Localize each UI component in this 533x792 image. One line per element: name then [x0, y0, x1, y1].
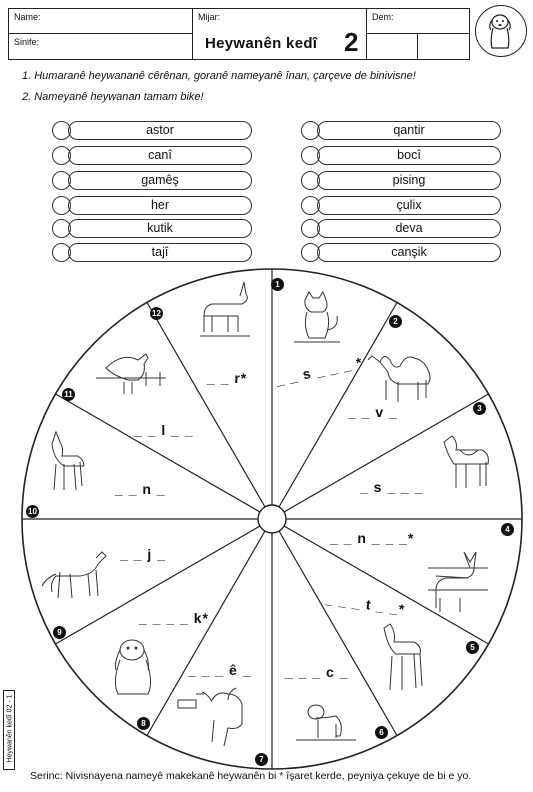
- worksheet-title: Heywanên kedî: [205, 35, 318, 52]
- word-label: deva: [317, 219, 501, 238]
- number-badge: 6: [375, 726, 388, 739]
- number-badge: 4: [501, 523, 514, 536]
- instruction-2: 2. Nameyanê heywanan tamam bike!: [22, 91, 204, 103]
- dog-icon: [296, 705, 356, 740]
- blank-3[interactable]: _ s _ _ _: [360, 479, 424, 495]
- word-label: her: [68, 196, 252, 215]
- blank-6[interactable]: _ _ _ c _: [285, 664, 349, 680]
- number-badge: 9: [53, 626, 66, 639]
- number-badge: 3: [473, 402, 486, 415]
- word-label: bocî: [317, 146, 501, 165]
- word-label: kutik: [68, 219, 252, 238]
- footer-note: Serinc: Nivisnayena nameyê makekanê heywanên bi * îşaret kerde, peyniya çekuye de bi e yo.: [30, 770, 472, 782]
- blank-11[interactable]: _ _ l _ _: [134, 422, 194, 438]
- number-badge: 7: [255, 753, 268, 766]
- number-badge: 1: [271, 278, 284, 291]
- sinif-label: Sinife:: [14, 37, 40, 47]
- worksheet-number: 2: [344, 27, 359, 57]
- side-label-text: Heywanên kedî 02 - 1: [6, 694, 14, 763]
- word-label: çulix: [317, 196, 501, 215]
- foal-small-icon: [52, 432, 84, 490]
- camel-icon: [368, 356, 430, 402]
- instruction-1: 1. Humaranê heywananê cêrênan, goranê nameyanê înan, çarçeve de binivisne!: [22, 70, 416, 82]
- word-label: tajî: [68, 243, 252, 262]
- number-badge: 8: [137, 717, 150, 730]
- turkey-icon: [96, 354, 166, 394]
- cat-icon: [294, 292, 340, 342]
- blank-9[interactable]: _ _ j _: [120, 546, 166, 562]
- word-label: gamêş: [68, 171, 252, 190]
- number-badge: 12: [150, 307, 163, 320]
- puppy-icon: [115, 640, 150, 694]
- buffalo-icon: [178, 688, 242, 746]
- blank-7[interactable]: _ _ _ ê _: [188, 662, 252, 678]
- word-label: pising: [317, 171, 501, 190]
- side-label: [3, 690, 15, 770]
- number-badge: 11: [62, 388, 75, 401]
- blank-1[interactable]: _ _ s _ _ _ *: [274, 353, 365, 389]
- number-badge: 10: [26, 505, 39, 518]
- blank-10[interactable]: _ _ n _: [115, 481, 166, 497]
- blank-12[interactable]: _ _ r*: [207, 370, 248, 386]
- blank-2[interactable]: _ _ v _: [348, 404, 398, 420]
- blank-5[interactable]: _ _ _ t _ _*: [324, 590, 407, 618]
- foal-icon: [384, 624, 422, 690]
- word-label: astor: [68, 121, 252, 140]
- dem-label: Dem:: [372, 12, 394, 22]
- horse-icon: [444, 436, 488, 488]
- donkey-top-icon: [200, 282, 250, 336]
- blank-8[interactable]: _ _ _ _ k*: [139, 610, 209, 626]
- name-label: Name:: [14, 12, 41, 22]
- blank-4[interactable]: _ _ n _ _ _*: [330, 530, 415, 546]
- word-label: qantir: [317, 121, 501, 140]
- mijar-label: Mijar:: [198, 12, 220, 22]
- number-badge: 2: [389, 315, 402, 328]
- word-label: canşik: [317, 243, 501, 262]
- number-badge: 5: [466, 641, 479, 654]
- word-label: canî: [68, 146, 252, 165]
- donkey-icon: [428, 552, 488, 612]
- greyhound-icon: [42, 552, 106, 598]
